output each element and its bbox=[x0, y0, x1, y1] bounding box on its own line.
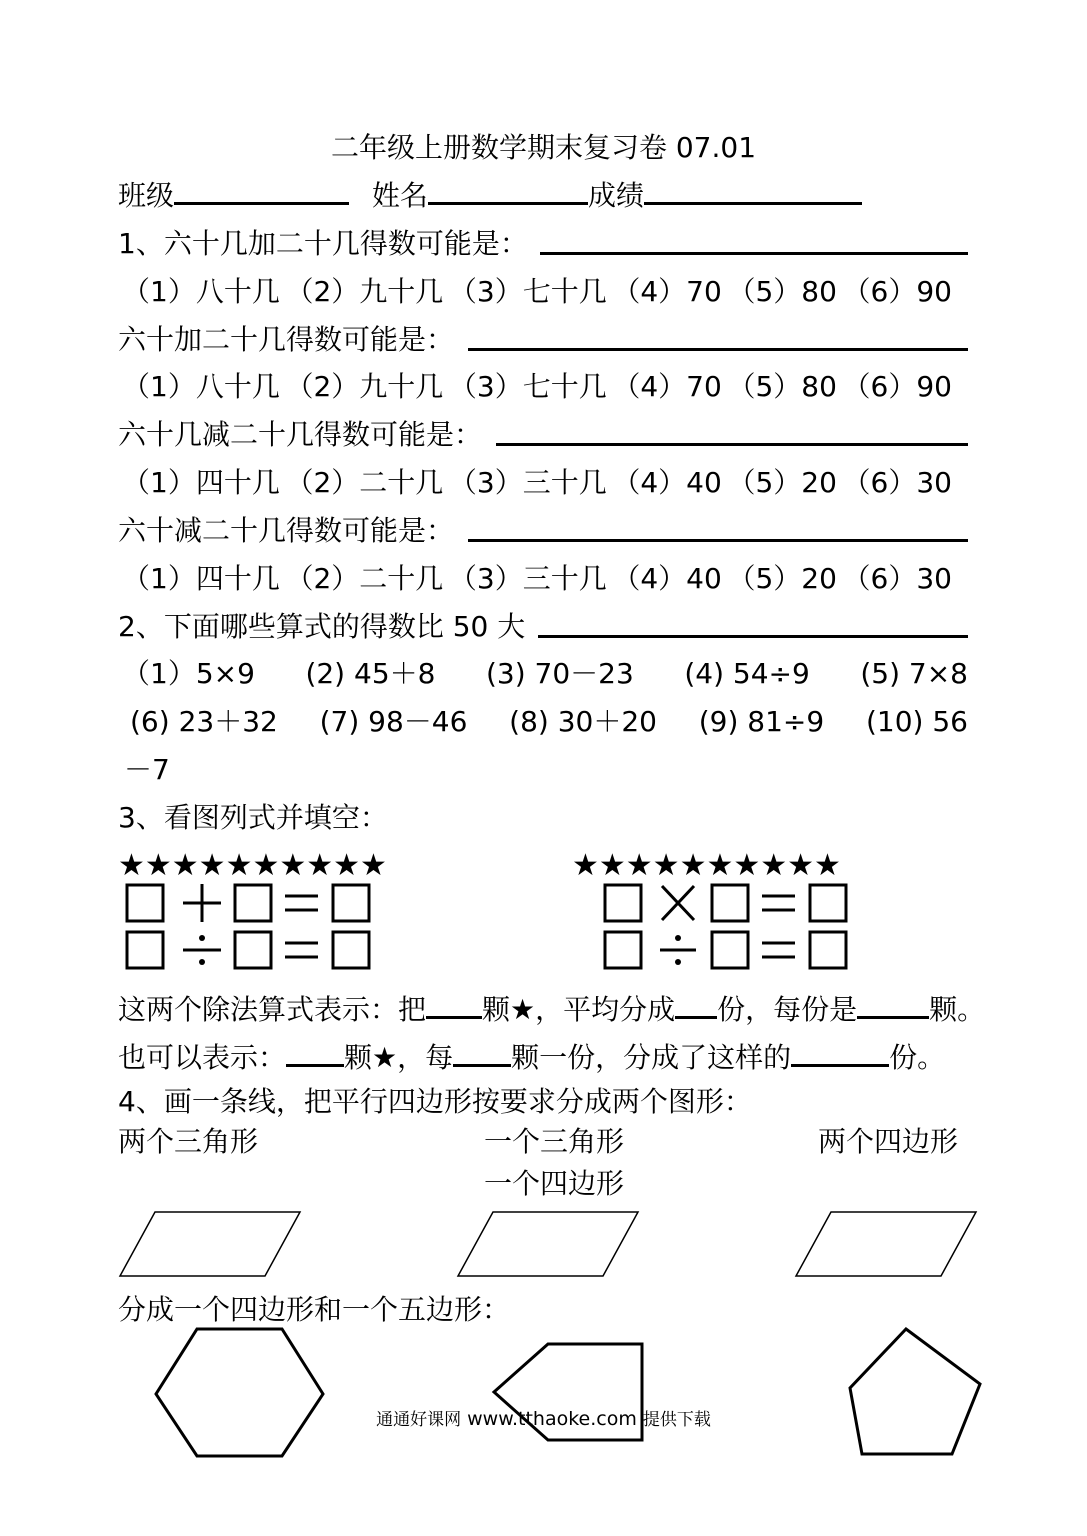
label-one-quadrilateral: 一个四边形 bbox=[484, 1167, 625, 1200]
name-label: 姓名 bbox=[371, 179, 428, 212]
answer-box[interactable] bbox=[810, 885, 846, 921]
stars-left: ★★★★★★★★★★ bbox=[118, 848, 387, 883]
expression: (8) 30＋20 bbox=[509, 705, 657, 738]
option: （2）二十几 bbox=[285, 562, 444, 595]
q4-sub-prompt: 分成一个四边形和一个五边形： bbox=[118, 1293, 511, 1326]
q2-row3 bbox=[124, 752, 170, 788]
q1-part3-prompt: 六十几减二十几得数可能是： bbox=[118, 418, 483, 451]
score-blank[interactable] bbox=[644, 178, 862, 205]
q1-part4-answer-blank[interactable] bbox=[468, 539, 968, 542]
parallelogram[interactable] bbox=[796, 1212, 976, 1276]
blank[interactable] bbox=[453, 1040, 511, 1067]
q1-part4-prompt: 六十减二十几得数可能是： bbox=[118, 514, 455, 547]
q1-part2-answer-blank[interactable] bbox=[468, 348, 968, 351]
option: （2）九十几 bbox=[285, 275, 444, 308]
q3-prompt: 3、看图列式并填空： bbox=[118, 801, 388, 834]
option: （5）80 bbox=[727, 370, 837, 403]
option: （6）90 bbox=[842, 275, 952, 308]
option: （4）40 bbox=[612, 562, 722, 595]
option: （5）80 bbox=[727, 275, 837, 308]
answer-box[interactable] bbox=[235, 932, 271, 968]
expression: －7 bbox=[124, 753, 170, 786]
option: （2）二十几 bbox=[285, 466, 444, 499]
option: （1）四十几 bbox=[122, 466, 280, 499]
option: （1）八十几 bbox=[122, 275, 280, 308]
expression: （1）5×9 bbox=[122, 657, 255, 690]
q2-answer-blank[interactable] bbox=[538, 635, 968, 638]
option: （4）70 bbox=[612, 370, 722, 403]
label-two-quadrilaterals: 两个四边形 bbox=[818, 1125, 959, 1158]
answer-box[interactable] bbox=[605, 932, 641, 968]
student-info-row bbox=[118, 178, 862, 214]
expression: (3) 70－23 bbox=[485, 657, 634, 690]
option: （6）90 bbox=[842, 370, 952, 403]
hexagon[interactable] bbox=[156, 1329, 323, 1456]
option: （1）八十几 bbox=[122, 370, 280, 403]
answer-box[interactable] bbox=[333, 885, 369, 921]
answer-box[interactable] bbox=[712, 885, 748, 921]
expression: (10) 56 bbox=[865, 705, 968, 738]
answer-box[interactable] bbox=[127, 885, 163, 921]
option: （4）40 bbox=[612, 466, 722, 499]
answer-box[interactable] bbox=[333, 932, 369, 968]
expression: (4) 54÷9 bbox=[684, 657, 810, 690]
answer-box[interactable] bbox=[235, 885, 271, 921]
q1-part3-options bbox=[122, 465, 952, 501]
answer-box[interactable] bbox=[810, 932, 846, 968]
blank[interactable] bbox=[857, 992, 929, 1019]
q2-row2 bbox=[130, 704, 968, 740]
q3-fill-line-1: 这两个除法算式表示：把 颗★，平均分成 份，每份是 颗。 bbox=[118, 993, 986, 1026]
option: （6）30 bbox=[842, 466, 952, 499]
answer-box[interactable] bbox=[712, 932, 748, 968]
footer-site: 通通好课网 bbox=[376, 1410, 462, 1430]
q4-prompt: 4、画一条线，把平行四边形按要求分成两个图形： bbox=[118, 1085, 752, 1118]
option: （3）七十几 bbox=[448, 275, 607, 308]
option: （3）七十几 bbox=[448, 370, 607, 403]
divide-dot bbox=[675, 935, 681, 941]
blank[interactable] bbox=[791, 1040, 889, 1067]
class-blank[interactable] bbox=[174, 178, 349, 205]
parallelograms bbox=[0, 1205, 1087, 1285]
stars-right: ★★★★★★★★★★ bbox=[572, 848, 841, 883]
expression: (2) 45＋8 bbox=[305, 657, 436, 690]
q2-prompt: 2、下面哪些算式的得数比 50 大 bbox=[118, 610, 526, 643]
footer-url[interactable]: www.tthaoke.com bbox=[467, 1408, 637, 1430]
pentagon[interactable] bbox=[850, 1329, 980, 1454]
parallelogram[interactable] bbox=[120, 1212, 300, 1276]
polygons bbox=[0, 1322, 1087, 1462]
q1-part1-answer-blank[interactable] bbox=[540, 252, 968, 255]
label-one-triangle: 一个三角形 bbox=[484, 1125, 625, 1158]
divide-dot bbox=[675, 959, 681, 965]
option: （5）20 bbox=[727, 466, 837, 499]
option: （3）三十几 bbox=[448, 466, 607, 499]
q2-row1 bbox=[122, 656, 968, 692]
option: （2）九十几 bbox=[285, 370, 444, 403]
q1-part4-options bbox=[122, 561, 952, 597]
page-title: 二年级上册数学期末复习卷 07.01 bbox=[330, 131, 757, 164]
option: （6）30 bbox=[842, 562, 952, 595]
divide-dot bbox=[199, 935, 205, 941]
blank[interactable] bbox=[426, 992, 482, 1019]
q1-part1-options bbox=[122, 274, 952, 310]
answer-box[interactable] bbox=[127, 932, 163, 968]
expression: (6) 23＋32 bbox=[130, 705, 278, 738]
option: （5）20 bbox=[727, 562, 837, 595]
score-label: 成绩 bbox=[587, 179, 644, 212]
option: （3）三十几 bbox=[448, 562, 607, 595]
answer-box[interactable] bbox=[605, 885, 641, 921]
option: （4）70 bbox=[612, 275, 722, 308]
footer bbox=[0, 1407, 1087, 1432]
blank[interactable] bbox=[286, 1040, 344, 1067]
blank[interactable] bbox=[675, 992, 717, 1019]
label-two-triangles: 两个三角形 bbox=[118, 1125, 259, 1158]
expression: (7) 98－46 bbox=[319, 705, 468, 738]
footer-suffix: 提供下载 bbox=[642, 1410, 711, 1430]
q3-fill-line-2: 也可以表示： 颗★，每 颗一份，分成了这样的 份。 bbox=[118, 1041, 946, 1074]
expression: (5) 7×8 bbox=[860, 657, 968, 690]
q1-part1-prompt: 1、六十几加二十几得数可能是： bbox=[118, 227, 528, 260]
q1-part3-answer-blank[interactable] bbox=[496, 443, 968, 446]
class-label: 班级 bbox=[118, 179, 175, 212]
expression: (9) 81÷9 bbox=[698, 705, 825, 738]
option: （1）四十几 bbox=[122, 562, 280, 595]
parallelogram[interactable] bbox=[458, 1212, 638, 1276]
name-blank[interactable] bbox=[428, 178, 588, 205]
q1-part2-options bbox=[122, 369, 952, 405]
equation-boxes bbox=[0, 878, 1087, 988]
divide-dot bbox=[199, 959, 205, 965]
q1-part2-prompt: 六十加二十几得数可能是： bbox=[118, 323, 455, 356]
